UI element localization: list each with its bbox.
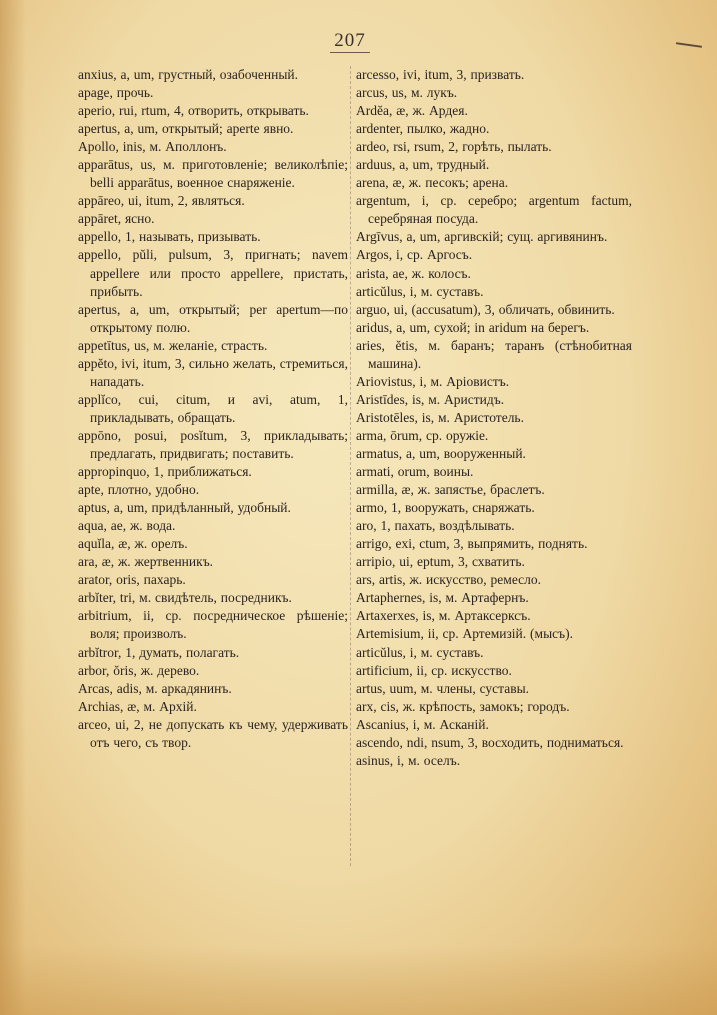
dictionary-entry: appāret, ясно. [78,211,155,227]
dictionary-entry: apage, прочь. [78,85,154,101]
dictionary-entry: arceo, ui, 2, не допускать къ чему, удерживать отъ чего, съ твор. [78,716,348,750]
dictionary-entry: Aristīdes, is, м. Аристидъ. [356,391,505,407]
dictionary-entry: Argos, i, ср. Аргосъ. [356,247,473,263]
dictionary-entry: aqua, ae, ж. вода. [78,518,176,534]
dictionary-entry: aridus, a, um, сухой; in aridum на берегъ. [356,319,590,335]
dictionary-entry: appōno, posui, posĭtum, 3, прикладывать; предлагать, придвигать; поставить. [78,427,348,461]
dictionary-entry: applĭco, cui, citum, и avi, atum, 1, прикладывать, обращать. [78,391,348,425]
dictionary-entry: armati, orum, воины. [356,464,474,480]
dictionary-entry: arripio, ui, eptum, 3, схватить. [356,554,525,570]
right-column [356,66,632,770]
dictionary-entry: artus, uum, м. члены, суставы. [356,680,530,696]
dictionary-entry: appello, 1, называть, призывать. [78,229,261,245]
dictionary-entry: apertus, a, um, открытый; aperte явно. [78,121,294,137]
header-rule [330,52,370,53]
dictionary-entry: arrigo, exi, ctum, 3, выпрямить, поднять. [356,536,588,552]
dictionary-entry: Argīvus, a, um, аргивскій; сущ. аргивянинъ. [356,229,608,245]
dictionary-entry: argentum, i, ср. серебро; argentum factum, серебряная посуда. [356,193,632,227]
dictionary-entry: Ariovistus, i, м. Аріовистъ. [356,373,510,389]
dictionary-entry: ars, artis, ж. искусство, ремесло. [356,572,542,588]
dictionary-entry: arbitrium, ii, ср. посредническое рѣшеніе; воля; произволъ. [78,608,348,642]
dictionary-entry: articŭlus, i, м. суставъ. [356,644,484,660]
dictionary-entry: Artemisium, ii, ср. Артемизій. (мысъ). [356,626,573,642]
dictionary-entry: arguo, ui, (accusatum), 3, обличать, обвинить. [356,301,615,317]
dictionary-entry: ara, æ, ж. жертвенникъ. [78,554,214,570]
dictionary-entry: aptus, a, um, придѣланный, удобный. [78,500,291,516]
dictionary-entry: apte, плотно, удобно. [78,482,200,498]
dictionary-entry: Apollo, inis, м. Аполлонъ. [78,139,227,155]
dictionary-entry: arbĭter, tri, м. свидѣтель, посредникъ. [78,590,292,606]
column-divider [350,66,352,866]
dictionary-entry: arx, cis, ж. крѣпость, замокъ; городъ. [356,698,570,714]
dictionary-entry: aquĭla, æ, ж. орелъ. [78,536,188,552]
dictionary-entry: Ascanius, i, м. Асканій. [356,716,489,732]
dictionary-entry: Artaxerxes, is, м. Артаксерксъ. [356,608,531,624]
dictionary-entry: anxius, a, um, грустный, озабоченный. [78,67,299,82]
left-column [78,66,348,752]
dictionary-entry: apparātus, us, м. приготовленіе; великолѣпіе; belli apparātus, военное снаряженіе. [78,157,348,191]
dictionary-entry: Ardĕa, æ, ж. Ардея. [356,103,468,119]
dictionary-entry: arduus, a, um, трудный. [356,157,490,173]
dictionary-entry: armatus, a, um, вооруженный. [356,445,526,461]
dictionary-entry: arbor, ŏris, ж. дерево. [78,662,200,678]
dictionary-entry: armo, 1, вооружать, снаряжать. [356,500,535,516]
dictionary-entry: arma, ōrum, ср. оружіе. [356,427,489,443]
dictionary-entry: appello, pŭli, pulsum, 3, пригнать; navem appellere или просто appellere, пристать, прибыть. [78,247,348,299]
page-number: 207 [334,30,366,51]
dictionary-entry: aro, 1, пахать, воздѣлывать. [356,518,515,534]
dictionary-entry: arista, ae, ж. колосъ. [356,265,471,281]
dictionary-entry: Aristotēles, is, м. Аристотель. [356,409,524,425]
dictionary-entry: appropinquo, 1, приближаться. [78,464,252,480]
dictionary-entry: arator, oris, пахарь. [78,572,186,588]
dictionary-entry: arena, æ, ж. песокъ; арена. [356,175,509,191]
dictionary-entry: Artaphernes, is, м. Артафернъ. [356,590,529,606]
dictionary-entry: ardenter, пылко, жадно. [356,121,490,137]
dictionary-entry: appāreo, ui, itum, 2, являться. [78,193,245,209]
dictionary-entry: appetītus, us, м. желаніе, страсть. [78,337,268,353]
dictionary-entry: arbĭtror, 1, думать, полагать. [78,644,240,660]
dictionary-entry: ardeo, rsi, rsum, 2, горѣть, пылать. [356,139,552,155]
dictionary-entry: arcesso, ivi, itum, 3, призвать. [356,67,525,82]
dictionary-entry: Arcas, adis, м. аркадянинъ. [78,680,232,696]
dictionary-entry: ascendo, ndi, nsum, 3, восходить, подниматься. [356,734,624,750]
dictionary-entry: aperio, rui, rtum, 4, отворить, открывать. [78,103,309,119]
dictionary-entry: artificium, ii, ср. искусство. [356,662,512,678]
dictionary-entry: Archias, æ, м. Архій. [78,698,197,714]
page-edge-shading [0,0,26,1015]
dictionary-entry: asinus, i, м. оселъ. [356,752,461,768]
dictionary-entry: apertus, a, um, открытый; per apertum—по открытому полю. [78,301,348,335]
dictionary-entry: articŭlus, i, м. суставъ. [356,283,484,299]
dictionary-entry: appĕto, ivi, itum, 3, сильно желать, стремиться, нападать. [78,355,348,389]
dictionary-entry: armilla, æ, ж. запястье, браслетъ. [356,482,545,498]
dictionary-entry: aries, ĕtis, м. баранъ; таранъ (стѣнобитная машина). [356,337,632,371]
page-bottom-shading [0,945,717,1015]
dictionary-entry: arcus, us, м. лукъ. [356,85,458,101]
